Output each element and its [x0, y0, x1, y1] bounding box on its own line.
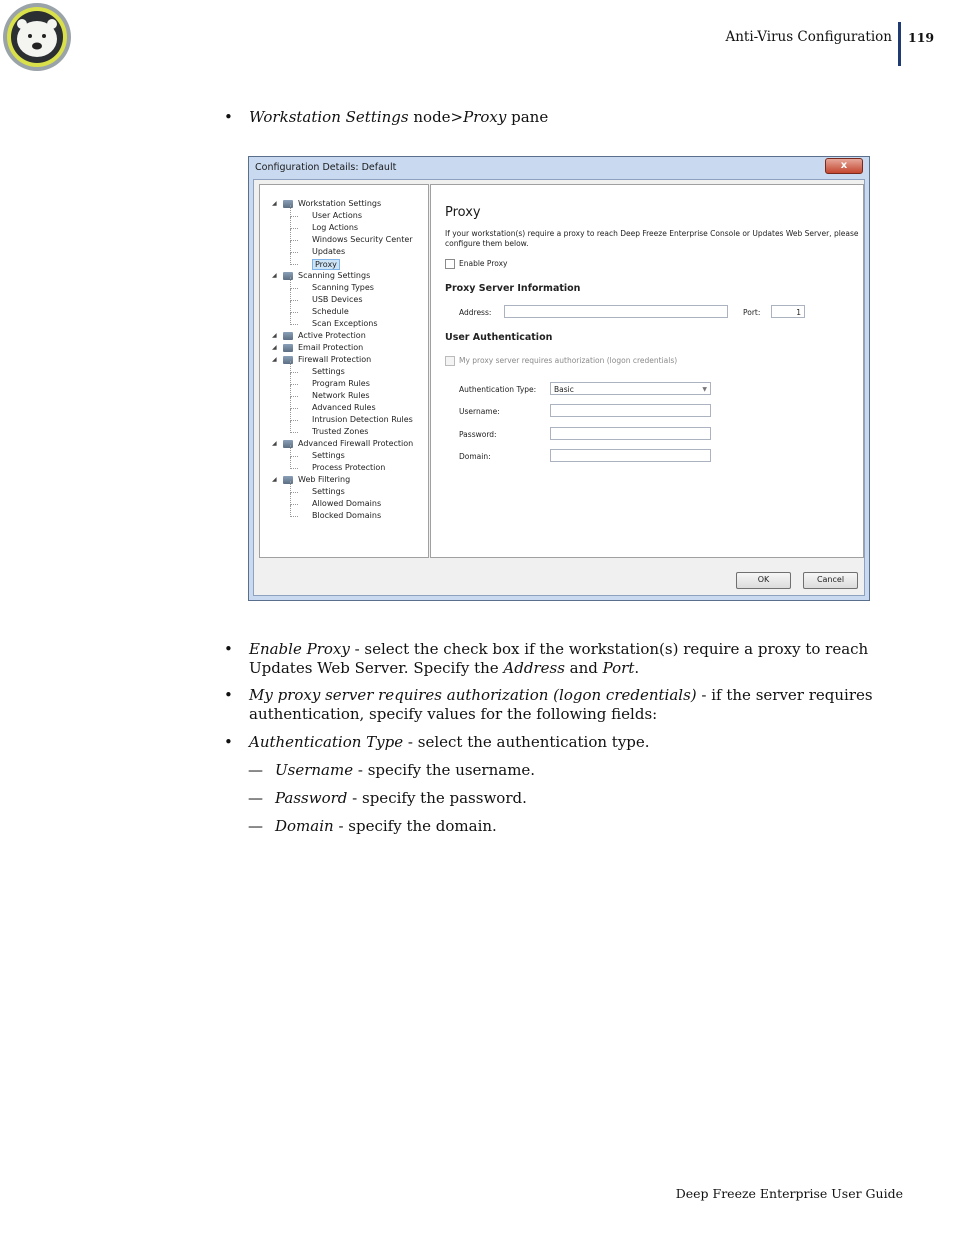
tree-connector	[290, 205, 291, 217]
tree-node-icon	[283, 476, 293, 484]
tree-item[interactable]: Email Protection	[298, 343, 364, 352]
tree-connector	[290, 216, 298, 217]
tree-item[interactable]: Allowed Domains	[312, 499, 382, 508]
tree-item[interactable]: Settings	[312, 451, 345, 460]
proxy-pane	[430, 184, 864, 558]
pane-description-2: configure them below.	[445, 239, 529, 248]
tree-connector	[290, 300, 298, 301]
cancel-button[interactable]: Cancel	[803, 572, 858, 589]
tree-connector	[290, 457, 291, 469]
tree-connector	[290, 217, 291, 229]
tree-item[interactable]: Scanning Settings	[298, 271, 371, 280]
tree-node-icon	[283, 440, 293, 448]
tree-item[interactable]: Scanning Types	[312, 283, 374, 292]
port-label: Port:	[743, 308, 761, 317]
pane-heading: Proxy	[445, 205, 481, 220]
tree-connector	[290, 241, 291, 253]
tree-connector	[290, 264, 298, 265]
header-divider	[898, 22, 901, 66]
tree-item[interactable]: Workstation Settings	[298, 199, 382, 208]
tree-item[interactable]: Process Protection	[312, 463, 386, 472]
tree-item[interactable]: Scan Exceptions	[312, 319, 378, 328]
dash-marker: —	[248, 789, 263, 807]
bullet-marker: •	[224, 686, 233, 704]
tree-item[interactable]: Web Filtering	[298, 475, 351, 484]
ok-button[interactable]: OK	[736, 572, 791, 589]
tree-item[interactable]: Network Rules	[312, 391, 370, 400]
pane-description-1: If your workstation(s) require a proxy to reach Deep Freeze Enterprise Console or Updates Web Server, please	[445, 229, 859, 238]
tree-connector	[290, 492, 298, 493]
requires-auth-checkbox[interactable]	[445, 356, 455, 366]
auth-type-select[interactable]	[550, 382, 711, 395]
tree-item[interactable]: Intrusion Detection Rules	[312, 415, 413, 424]
sub-domain: Domain - specify the domain.	[275, 817, 497, 835]
bullet-requires-auth: My proxy server requires authorization (logon credentials) - if the server requires authentication, specify values for the following fields:	[249, 686, 873, 723]
dialog-body	[253, 179, 865, 596]
tree-item[interactable]: Updates	[312, 247, 346, 256]
tree-item[interactable]: Settings	[312, 487, 345, 496]
tree-connector	[290, 420, 298, 421]
auth-type-value: Basic	[554, 385, 574, 394]
expand-toggle-icon[interactable]: ◢	[272, 200, 277, 207]
tree-connector	[290, 289, 291, 301]
intro-line: Workstation Settings node>Proxy pane	[249, 108, 549, 126]
tree-item[interactable]: USB Devices	[312, 295, 363, 304]
tree-connector	[290, 397, 291, 409]
expand-toggle-icon[interactable]: ◢	[272, 476, 277, 483]
expand-toggle-icon[interactable]: ◢	[272, 344, 277, 351]
tree-connector	[290, 313, 291, 325]
user-auth-heading: User Authentication	[445, 332, 553, 343]
tree-node-icon	[283, 344, 293, 352]
dash-marker: —	[248, 761, 263, 779]
bullet-enable-proxy: Enable Proxy - select the check box if the workstation(s) require a proxy to reach Updates Web Server. Specify the Address and Port.	[249, 640, 869, 677]
expand-toggle-icon[interactable]: ◢	[272, 440, 277, 447]
enable-proxy-checkbox[interactable]	[445, 259, 455, 269]
address-label: Address:	[459, 308, 492, 317]
close-button[interactable]: x	[825, 158, 863, 174]
expand-toggle-icon[interactable]: ◢	[272, 272, 277, 279]
footer-text: Deep Freeze Enterprise User Guide	[675, 1186, 903, 1201]
tree-connector	[290, 373, 291, 385]
tree-item[interactable]: Advanced Firewall Protection	[298, 439, 414, 448]
tree-connector	[290, 409, 291, 421]
page-number: 119	[908, 30, 935, 45]
tree-item[interactable]: Blocked Domains	[312, 511, 382, 520]
tree-connector	[290, 361, 291, 373]
header-title: Anti-Virus Configuration	[725, 29, 892, 45]
auth-type-label: Authentication Type:	[459, 385, 537, 394]
tree-connector	[290, 516, 298, 517]
tree-connector	[290, 324, 298, 325]
tree-connector	[290, 228, 298, 229]
bullet-marker: •	[224, 640, 233, 658]
password-input[interactable]	[550, 427, 711, 440]
tree-connector	[290, 240, 298, 241]
expand-toggle-icon[interactable]: ◢	[272, 356, 277, 363]
expand-toggle-icon[interactable]: ◢	[272, 332, 277, 339]
chevron-down-icon: ▼	[702, 386, 707, 393]
tree-connector	[290, 312, 298, 313]
tree-connector	[290, 432, 298, 433]
configuration-dialog	[248, 156, 870, 601]
tree-item[interactable]: User Actions	[312, 211, 362, 220]
tree-connector	[290, 504, 298, 505]
domain-label: Domain:	[459, 452, 491, 461]
tree-connector	[290, 384, 298, 385]
tree-connector	[290, 408, 298, 409]
tree-connector	[290, 288, 298, 289]
tree-connector	[290, 493, 291, 505]
domain-input[interactable]	[550, 449, 711, 462]
tree-item[interactable]: Proxy	[312, 259, 340, 270]
tree-connector	[290, 505, 291, 517]
tree-item[interactable]: Program Rules	[312, 379, 370, 388]
tree-item[interactable]: Advanced Rules	[312, 403, 376, 412]
tree-connector	[290, 421, 291, 433]
settings-tree	[259, 184, 429, 558]
bullet-marker: •	[224, 108, 233, 126]
sub-password: Password - specify the password.	[275, 789, 527, 807]
bear-logo-icon	[2, 2, 72, 72]
tree-item[interactable]: Settings	[312, 367, 345, 376]
sub-username: Username - specify the username.	[275, 761, 536, 779]
tree-connector	[290, 445, 291, 457]
requires-auth-label: My proxy server requires authorization (logon credentials)	[459, 356, 678, 365]
address-input[interactable]	[504, 305, 728, 318]
tree-item[interactable]: Firewall Protection	[298, 355, 372, 364]
tree-connector	[290, 252, 298, 253]
tree-connector	[290, 301, 291, 313]
tree-node-icon	[283, 272, 293, 280]
username-input[interactable]	[550, 404, 711, 417]
bullet-marker: •	[224, 733, 233, 751]
tree-connector	[290, 372, 298, 373]
tree-connector	[290, 229, 291, 241]
password-label: Password:	[459, 430, 497, 439]
tree-item[interactable]: Schedule	[312, 307, 349, 316]
tree-connector	[290, 456, 298, 457]
bullet-auth-type: Authentication Type - select the authentication type.	[249, 733, 650, 751]
tree-node-icon	[283, 332, 293, 340]
enable-proxy-label: Enable Proxy	[459, 259, 508, 268]
tree-node-icon	[283, 200, 293, 208]
tree-connector	[290, 385, 291, 397]
tree-connector	[290, 481, 291, 493]
dialog-title: Configuration Details: Default	[255, 162, 397, 173]
tree-connector	[290, 396, 298, 397]
tree-item[interactable]: Active Protection	[298, 331, 366, 340]
tree-connector	[290, 468, 298, 469]
tree-connector	[290, 253, 291, 265]
tree-item[interactable]: Windows Security Center	[312, 235, 413, 244]
tree-item[interactable]: Trusted Zones	[312, 427, 369, 436]
tree-connector	[290, 277, 291, 289]
tree-item[interactable]: Log Actions	[312, 223, 359, 232]
port-input[interactable]: 1	[771, 305, 805, 318]
username-label: Username:	[459, 407, 500, 416]
dash-marker: —	[248, 817, 263, 835]
server-info-heading: Proxy Server Information	[445, 283, 581, 294]
tree-node-icon	[283, 356, 293, 364]
